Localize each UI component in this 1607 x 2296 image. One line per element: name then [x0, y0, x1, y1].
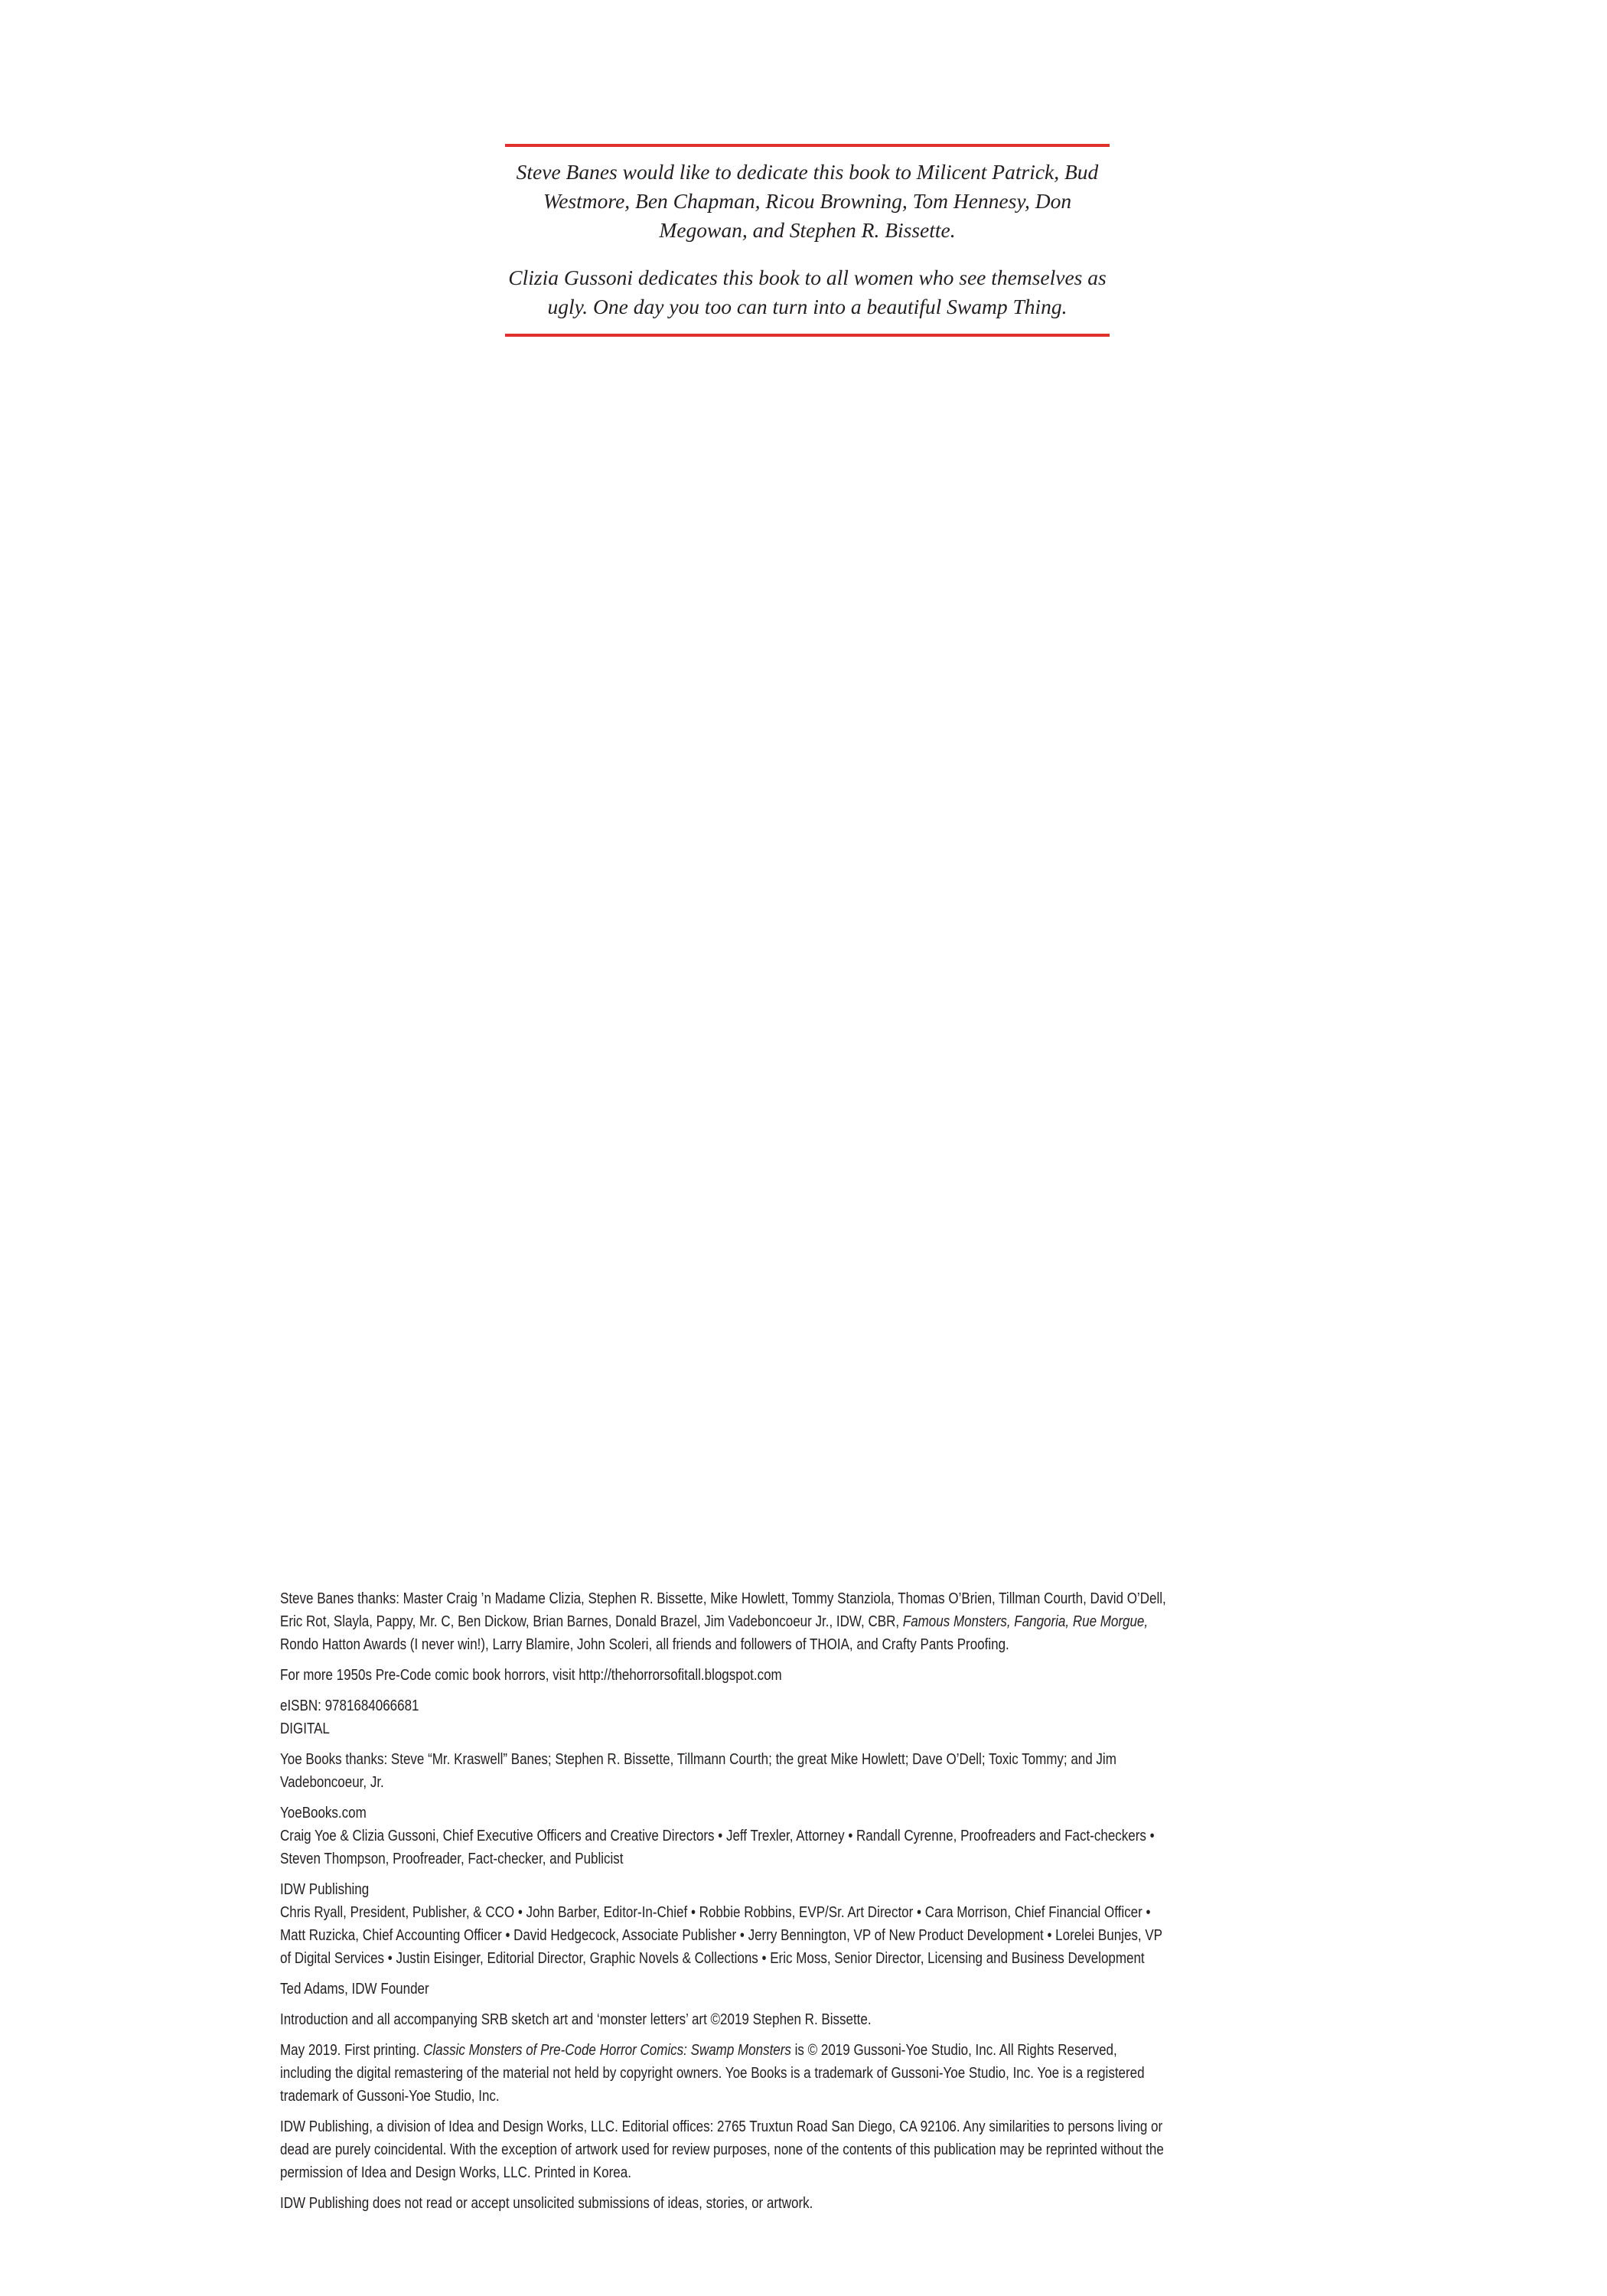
dedication-block [505, 144, 1110, 337]
eisbn: eISBN: 9781684066681 [280, 1698, 419, 1714]
printing-text: May 2019. First printing. [280, 2042, 424, 2059]
idw-legal: IDW Publishing, a division of Idea and Design Works, LLC. Editorial offices: 2765 Truxtun Road San Diego, CA 92106. Any similarities to persons living or dead are purely coincidental. With the exception of artwork used for review purposes, none of the contents of this publication may be reprinted without the permission of Idea and Design Works, LLC. Printed in Korea. [280, 2118, 1164, 2181]
credits-block [280, 1587, 1172, 2223]
submissions-notice: IDW Publishing does not read or accept unsolicited submissions of ideas, stories, or artwork. [280, 2195, 813, 2212]
yoe-thanks: Yoe Books thanks: Steve “Mr. Kraswell” Banes; Stephen R. Bissette, Tillmann Courth; the great Mike Howlett; Dave O’Dell; Toxic Tommy; and Jim Vadeboncoeur, Jr. [280, 1751, 1116, 1791]
banes-thanks-text-end: Rondo Hatton Awards (I never win!), Larry Blamire, John Scoleri, all friends and followers of THOIA, and Crafty Pants Proofing. [280, 1636, 1009, 1653]
idw-block [280, 1878, 1172, 1970]
isbn-block [280, 1694, 1172, 1740]
idw-heading: IDW Publishing [280, 1881, 370, 1898]
book-title: Classic Monsters of Pre-Code Horror Comics: Swamp Monsters [423, 2042, 791, 2059]
yoe-website: YoeBooks.com [280, 1805, 367, 1821]
printing-text-end: is © 2019 Gussoni-Yoe Studio, Inc. All Rights Reserved, including the digital remastering of the material not held by copyright owners. Yoe Books is a trademark of Gussoni-Yoe Studio, Inc. Yoe is a registered trademark of Gussoni-Yoe Studio, Inc. [280, 2042, 1145, 2105]
banes-thanks-magazines: Famous Monsters, Fangoria, Rue Morgue, [902, 1613, 1149, 1630]
idw-staff: Chris Ryall, President, Publisher, & CCO • John Barber, Editor-In-Chief • Robbie Robbins, EVP/Sr. Art Director • Cara Morrison, Chief Financial Officer • Matt Ruzicka, Chief Accounting Officer • David Hedgecock, Associate Publisher • Jerry Bennington, VP of New Product Development • Lorelei Bunjes, VP of Digital Services • Justin Eisinger, Editorial Director, Graphic Novels & Collections • Eric Moss, Senior Director, Licensing and Business Development [280, 1904, 1162, 1967]
more-horrors-note: For more 1950s Pre-Code comic book horrors, visit http://thehorrorsofitall.blogspot.com [280, 1667, 782, 1684]
edition-label: DIGITAL [280, 1720, 330, 1737]
printing-notice [280, 2039, 1172, 2108]
yoe-block [280, 1802, 1172, 1870]
yoe-staff: Craig Yoe & Clizia Gussoni, Chief Executive Officers and Creative Directors • Jeff Trexler, Attorney • Randall Cyrenne, Proofreaders and Fact-checkers • Steven Thompson, Proofreader, Fact-checker, and Publicist [280, 1828, 1155, 1867]
idw-founder: Ted Adams, IDW Founder [280, 1981, 429, 1998]
banes-thanks-text: Steve Banes thanks: Master Craig ’n Madame Clizia, Stephen R. Bissette, Mike Howlett, Tommy Stanziola, Thomas O’Brien, Tillman Courth, David O’Dell, Eric Rot, Slayla, Pappy, Mr. C, Ben Dickow, Brian Barnes, Donald Brazel, Jim Vadeboncoeur Jr., IDW, CBR, [280, 1590, 1166, 1630]
banes-thanks [280, 1587, 1172, 1656]
dedication-gussoni: Clizia Gussoni dedicates this book to all women who see themselves as ugly. One day you too can turn into a beautiful Swamp Thing. [508, 266, 1107, 318]
introduction-credit: Introduction and all accompanying SRB sketch art and ‘monster letters’ art ©2019 Stephen R. Bissette. [280, 2011, 872, 2028]
dedication-banes: Steve Banes would like to dedicate this book to Milicent Patrick, Bud Westmore, Ben Chapman, Ricou Browning, Tom Hennesy, Don Megowan, and Stephen R. Bissette. [516, 160, 1099, 242]
